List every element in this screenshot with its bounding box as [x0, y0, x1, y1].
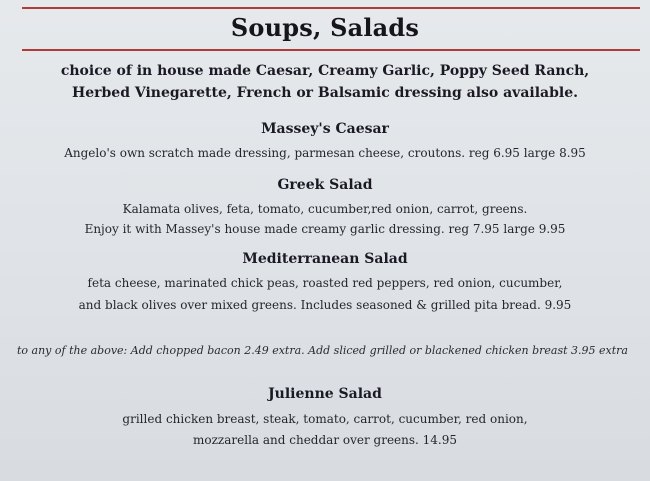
item-name-greek-salad: Greek Salad — [277, 177, 373, 193]
item-name-mediterranean-salad: Mediterranean Salad — [242, 251, 408, 267]
item-description-greek-salad-line-2: Enjoy it with Massey's house made creamy garlic dressing. reg 7.95 large 9.95 — [84, 222, 566, 236]
top-rule — [22, 7, 640, 9]
item-description-masseys-caesar: Angelo's own scratch made dressing, parmesan cheese, croutons. reg 6.95 large 8.95 — [64, 146, 586, 160]
item-description-greek-salad-line-1: Kalamata olives, feta, tomato, cucumber,red onion, carrot, greens. — [122, 202, 528, 216]
dressing-note-line-2: Herbed Vinegarette, French or Balsamic dressing also available. — [71, 85, 578, 101]
item-description-mediterranean-salad-line-2: and black olives over mixed greens. Includes seasoned & grilled pita bread. 9.95 — [78, 298, 572, 312]
item-description-julienne-salad-line-1: grilled chicken breast, steak, tomato, carrot, cucumber, red onion, — [122, 412, 528, 426]
item-name-julienne-salad: Julienne Salad — [268, 386, 382, 402]
menu-section-title: Soups, Salads — [230, 13, 420, 42]
dressing-note-line-1: choice of in house made Caesar, Creamy Garlic, Poppy Seed Ranch, — [60, 63, 590, 79]
title-underline-rule — [22, 49, 640, 51]
item-description-julienne-salad-line-2: mozzarella and cheddar over greens. 14.95 — [192, 433, 458, 447]
item-name-masseys-caesar: Massey's Caesar — [261, 121, 389, 137]
item-description-mediterranean-salad-line-1: feta cheese, marinated chick peas, roasted red peppers, red onion, cucumber, — [87, 276, 563, 290]
add-on-note: to any of the above: Add chopped bacon 2.49 extra. Add sliced grilled or blackened chicken breast 3.95 extra — [17, 344, 628, 357]
